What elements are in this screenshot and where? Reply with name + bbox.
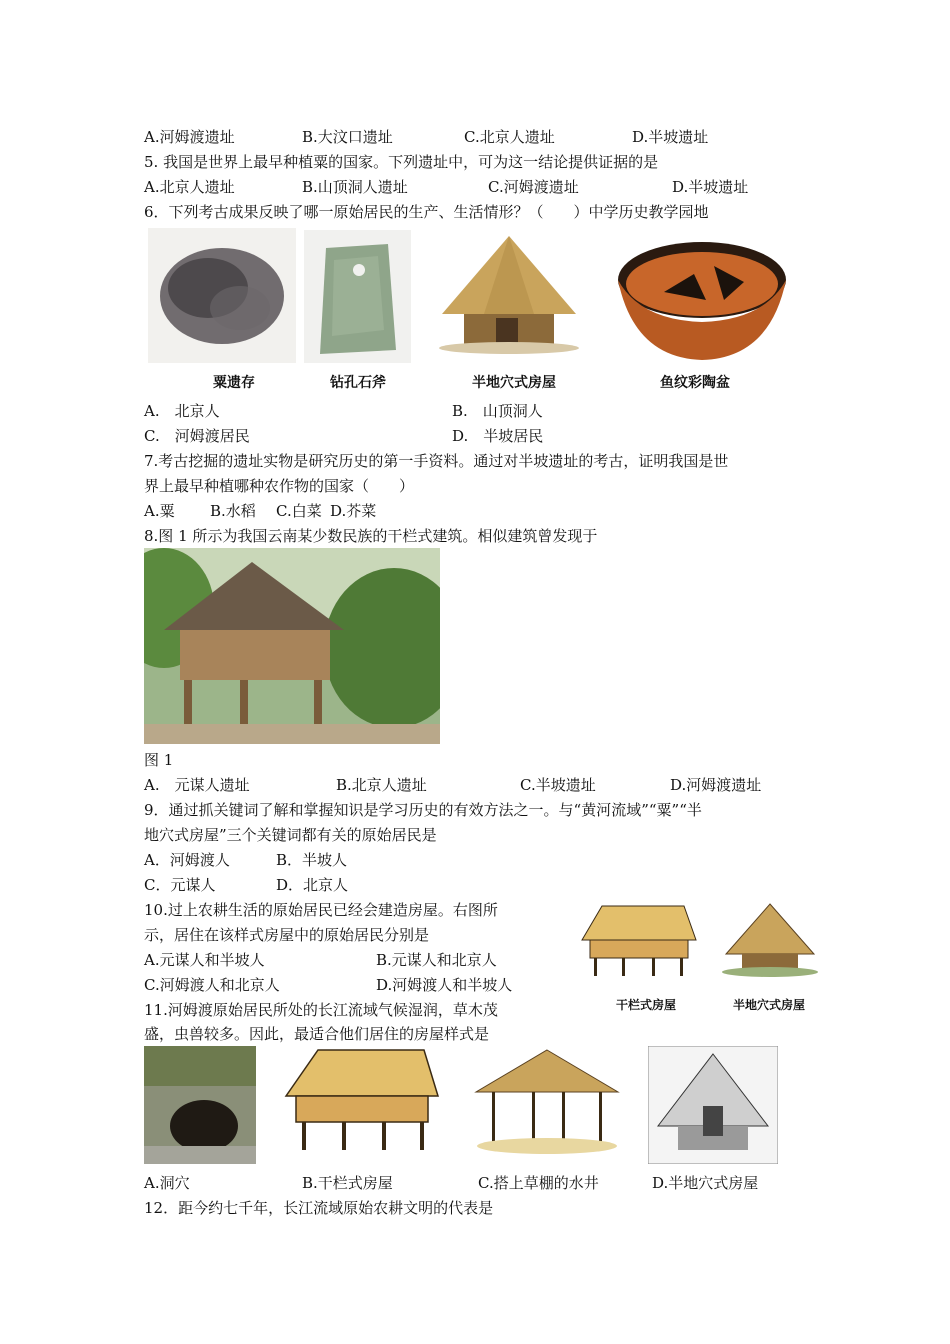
q7-stem-line1: 7.考古挖掘的遗址实物是研究历史的第一手资料。通过对半坡遗址的考古，证明我国是世 [144,452,729,470]
q8-option-d: D.河姆渡遗址 [670,776,762,794]
semi-subterranean-illustration [718,900,822,980]
q7-option-c: C.白菜 [276,502,322,520]
q9-option-c: C．元谋人 [144,876,216,894]
thatched-well-image [472,1046,622,1156]
q10-option-d: D.河姆渡人和半坡人 [376,976,513,994]
q8-stem: 8.图 1 所示为我国云南某少数民族的干栏式建筑。相似建筑曾发现于 [144,527,598,545]
drilled-stone-axe-image [304,230,411,363]
q6-option-b: B. 山顶洞人 [452,402,543,420]
q8-option-a: A. 元谋人遗址 [144,776,250,794]
fish-pattern-pottery-basin-image [614,230,790,363]
stilt-house-photo [144,548,440,744]
caption-semi-subterranean: 半地穴式房屋 [472,375,556,391]
q6-option-a: A. 北京人 [144,402,220,420]
q5-stem: 5. 我国是世界上最早种植粟的国家。下列遗址中，可为这一结论提供证据的是 [144,153,659,171]
q7-option-a: A.粟 [144,502,175,520]
q10-stem-line1: 10.过上农耕生活的原始居民已经会建造房屋。右图所 [144,901,498,919]
q8-option-b: B.北京人遗址 [336,776,427,794]
q10-option-a: A.元谋人和半坡人 [144,951,265,969]
q6-stem: 6．下列考古成果反映了哪一原始居民的生产、生活情形？（ ）中学历史教学园地 [144,203,709,221]
q7-option-b: B.水稻 [210,502,256,520]
semi-subterranean-option-image [648,1046,778,1164]
cave-image [144,1046,256,1164]
q6-option-c: C. 河姆渡居民 [144,427,250,445]
q10-stem-line2: 示，居住在该样式房屋中的原始居民分别是 [144,926,430,944]
caption-pottery-basin: 鱼纹彩陶盆 [660,375,730,391]
q8-option-c: C.半坡遗址 [520,776,596,794]
q11-stem-line2: 盛，虫兽较多。因此，最适合他们居住的房屋样式是 [144,1025,490,1043]
q11-option-c: C.搭上草棚的水井 [478,1174,599,1192]
q6-option-d: D. 半坡居民 [452,427,544,445]
q9-stem-line2: 地穴式房屋”三个关键词都有关的原始居民是 [144,826,437,844]
q11-option-d: D.半地穴式房屋 [652,1174,759,1192]
semi-subterranean-house-image [434,230,584,365]
q9-option-d: D．北京人 [276,876,349,894]
q10-option-b: B.元谋人和北京人 [376,951,497,969]
millet-remains-image [148,228,296,363]
q5-option-d: D.半坡遗址 [672,178,749,196]
q11-stem-line1: 11.河姆渡原始居民所处的长江流域气候湿润，草木茂 [144,1001,498,1019]
q11-option-a: A.洞穴 [144,1174,190,1192]
q9-option-b: B．半坡人 [276,851,348,869]
q4-option-d: D.半坡遗址 [632,128,709,146]
q5-option-a: A.北京人遗址 [144,178,235,196]
caption-millet: 粟遗存 [213,375,255,391]
q4-option-c: C.北京人遗址 [464,128,555,146]
caption-stone-axe: 钻孔石斧 [330,375,386,391]
q7-option-d: D.芥菜 [330,502,377,520]
q4-option-b: B.大汶口遗址 [302,128,393,146]
q9-option-a: A．河姆渡人 [144,851,230,869]
q5-option-c: C.河姆渡遗址 [488,178,579,196]
q9-stem-line1: 9．通过抓关键词了解和掌握知识是学习历史的有效方法之一。与“黄河流域”“粟”“半 [144,801,702,819]
stilt-house-illustration [572,900,702,980]
q5-option-b: B.山顶洞人遗址 [302,178,408,196]
stilt-house-option-image [274,1046,444,1156]
caption-semi-subterranean-house: 半地穴式房屋 [733,998,806,1012]
figure-1-label: 图 1 [144,751,174,769]
q7-stem-line2: 界上最早种植哪种农作物的国家（ ） [144,477,415,495]
q10-option-c: C.河姆渡人和北京人 [144,976,280,994]
q4-option-a: A.河姆渡遗址 [144,128,235,146]
q11-option-b: B.干栏式房屋 [302,1174,393,1192]
caption-stilt-house: 干栏式房屋 [616,998,677,1012]
q12-stem: 12．距今约七千年，长江流域原始农耕文明的代表是 [144,1199,494,1217]
